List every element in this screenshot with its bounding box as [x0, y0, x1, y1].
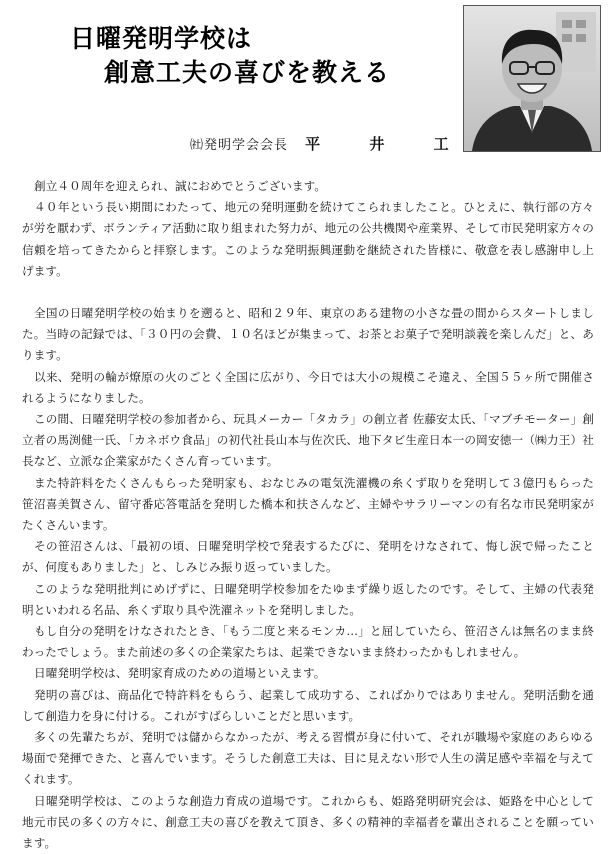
paragraph: その笹沼さんは、「最初の頃、日曜発明学校で発表するたびに、発明をけなされて、悔し涙で帰ったことが、何度もありました」と、しみじみ振り返っていました。 — [22, 539, 594, 575]
paragraph: 日曜発明学校は、発明家育成のための道場といえます。 — [34, 666, 326, 681]
paragraph: もし自分の発明をけなされたとき、「もう二度と来るモンカ…」と屈していたら、笹沼さんは無名のまま終わったでしょう。また前述の多くの企業家たちは、起業できないまま終わったかもしれません。 — [22, 624, 594, 660]
paragraph: ４０年という長い期間にわたって、地元の発明運動を続けてこられましたこと。ひとえに、執行部の方々が労を厭わず、ボランティア活動に取り組まれた努力が、地元の公共機関や産業界、そして市民発明家方々の信頼を培ってきたからと拝察します。このような発明振興運動を継続された皆様に、敬意を表し感謝申し上げます。 — [22, 200, 594, 278]
author-portrait-photo — [463, 5, 601, 152]
paragraph: 創立４０周年を迎えられ、誠におめでとうございます。 — [34, 179, 327, 193]
paragraph: このような発明批判にめげずに、日曜発明学校参加をたゆまず繰り返したのです。そして、主婦の代表発明といわれる名品、糸くず取り具や洗濯ネットを発明しました。 — [22, 581, 594, 617]
message-body — [22, 176, 594, 854]
title-block — [70, 22, 390, 90]
paragraph: また特許料をたくさんもらった発明家も、おなじみの電気洗濯機の糸くず取りを発明して３億円もらった笹沼喜美賀さん、留守番応答電話を発明した橋本和扶さんなど、主婦やサラリーマンの有名な市民発明家がたくさんいます。 — [22, 475, 594, 533]
paragraph: この間、日曜発明学校の参加者から、玩具メーカー「タカラ」の創立者 佐藤安太氏、「マブチモーター」創立者の馬渕健一氏、「カネボウ食品」の初代社長山本与佐次氏、地下タビ生産日本一の岡安徳一（㈱力王）社長など、立派な企業家がたくさん育っています。 — [22, 412, 594, 469]
author-line — [190, 133, 471, 154]
title-line-1: 日曜発明学校は — [70, 24, 253, 53]
paragraph: 多くの先輩たちが、発明では儲からなかったが、考える習慣が身に付いて、それが職場や家庭のあらゆる場面で発揮できた、と喜んでいます。そうした創意工夫は、目に見えない形で人生の満足感や幸福を与えてくれます。 — [22, 730, 594, 787]
paragraph: 日曜発明学校は、このような創造力育成の道場です。これからも、姫路発明研究会は、姫路を中心として地元市民の多くの方々に、創意工夫の喜びを教えて頂き、多くの精神的幸福者を輩出されることを願っています。 — [22, 793, 594, 851]
title-line-2: 創意工夫の喜びを教える — [104, 58, 391, 87]
paragraph: 以来、発明の輪が燎原の火のごとく全国に広がり、今日では大小の規模こそ違え、全国５５ヶ所で開催されるようになりました。 — [22, 369, 594, 405]
author-organization: ㈳発明学会会長 — [190, 138, 289, 153]
author-name: 平 井 工 — [305, 135, 471, 153]
paragraph: 全国の日曜発明学校の始まりを遡ると、昭和２９年、東京のある建物の小さな畳の間からスタートしました。当時の記録では、「３０円の会費、１０名ほどが集まって、お茶とお菓子で発明談義を楽しんだ」と、あります。 — [22, 306, 594, 363]
portrait-illustration — [464, 6, 600, 151]
paragraph: 発明の喜びは、商品化で特許料をもらう、起業して成功する、こればかりではありません。発明活動を通して創造力を身に付ける。これがすばらしいことだと思います。 — [22, 687, 594, 723]
